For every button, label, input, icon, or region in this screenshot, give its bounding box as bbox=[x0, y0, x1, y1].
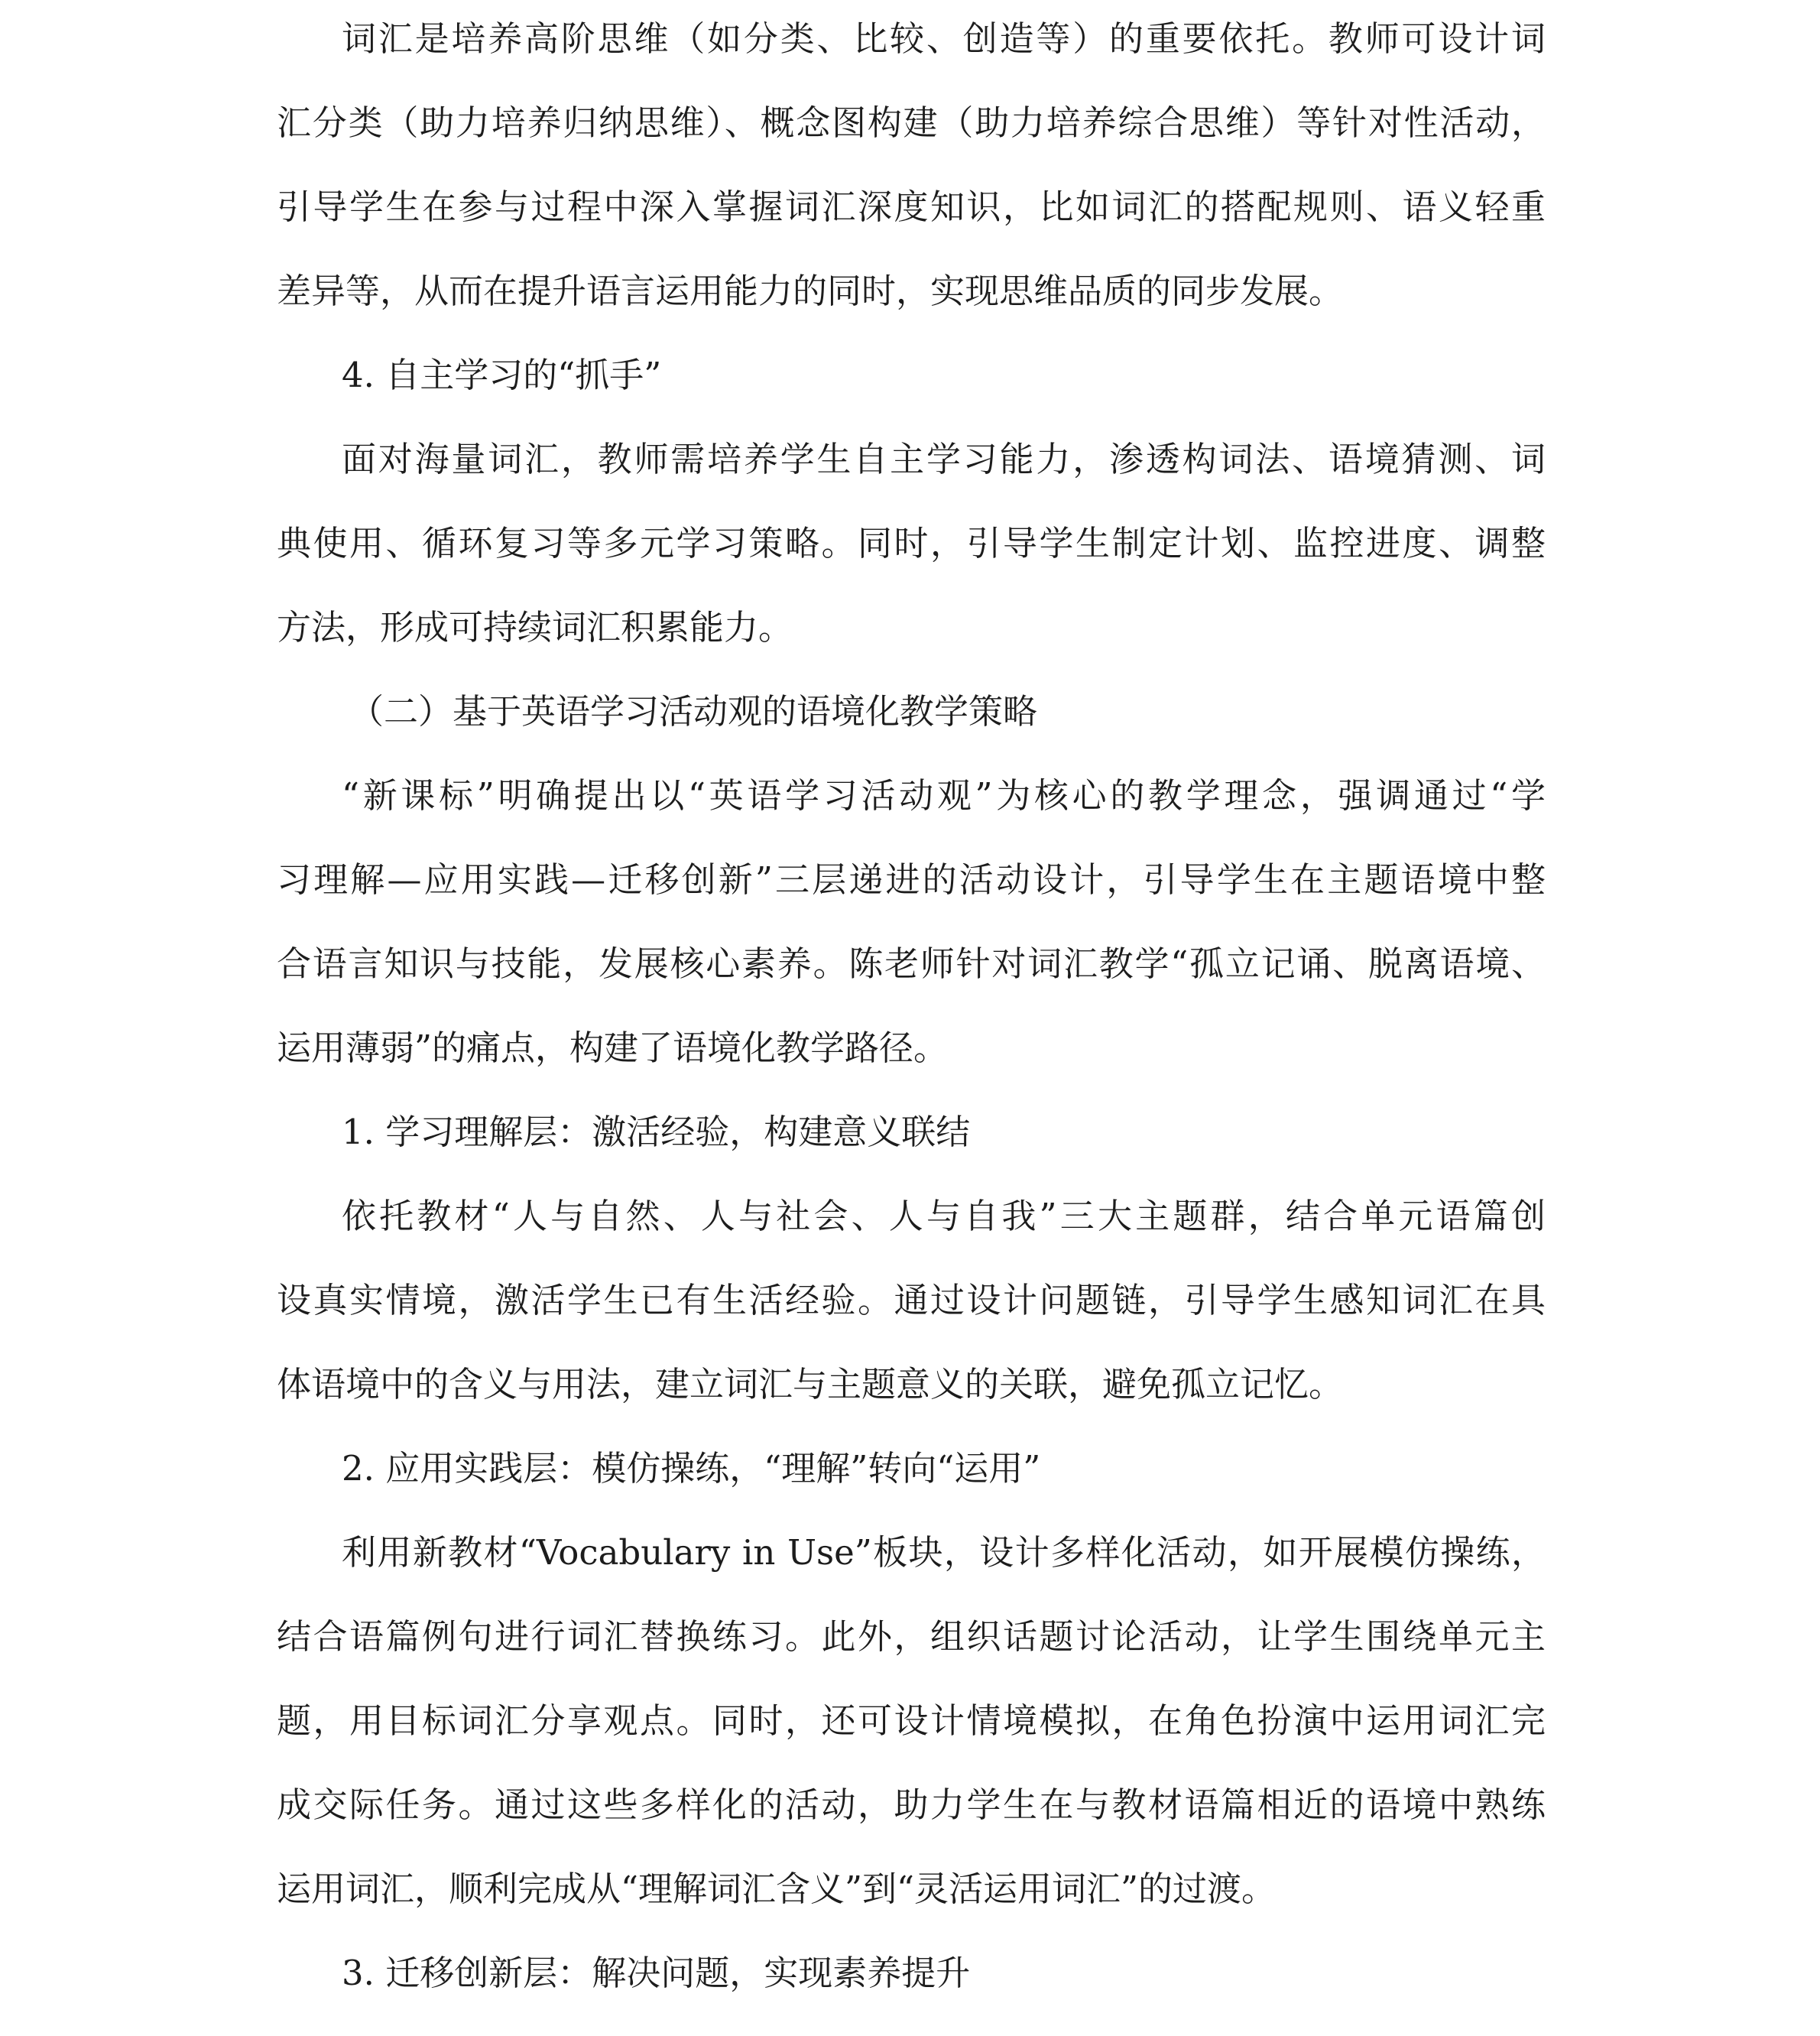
paragraph-line: 设真实情境，激活学生已有生活经验。通过设计问题链，引导学生感知词汇在具 bbox=[277, 1280, 1546, 1320]
section-heading: （二）基于英语学习活动观的语境化教学策略 bbox=[349, 691, 1038, 732]
paragraph-line: 词汇是培养高阶思维（如分类、比较、创造等）的重要依托。教师可设计词 bbox=[342, 18, 1546, 59]
subheading-4: 4. 自主学习的“抓手” bbox=[342, 355, 662, 395]
paragraph-line: 利用新教材“Vocabulary in Use”板块，设计多样化活动，如开展模仿操练， bbox=[342, 1532, 1546, 1573]
paragraph-line: 成交际任务。通过这些多样化的活动，助力学生在与教材语篇相近的语境中熟练 bbox=[277, 1784, 1546, 1825]
subheading-2: 2. 应用实践层：模仿操练，“理解”转向“运用” bbox=[342, 1448, 1041, 1489]
paragraph-line: 题，用目标词汇分享观点。同时，还可设计情境模拟，在角色扮演中运用词汇完 bbox=[277, 1700, 1546, 1741]
paragraph-line: 结合语篇例句进行词汇替换练习。此外，组织话题讨论活动，让学生围绕单元主 bbox=[277, 1616, 1546, 1657]
paragraph-line: 面对海量词汇，教师需培养学生自主学习能力，渗透构词法、语境猜测、词 bbox=[342, 439, 1546, 479]
paragraph-line: 方法，形成可持续词汇积累能力。 bbox=[277, 607, 793, 648]
paragraph-line: “新课标”明确提出以“英语学习活动观”为核心的教学理念，强调通过“学 bbox=[342, 775, 1546, 816]
subheading-1: 1. 学习理解层：激活经验，构建意义联结 bbox=[342, 1112, 971, 1152]
paragraph-line: 典使用、循环复习等多元学习策略。同时，引导学生制定计划、监控进度、调整 bbox=[277, 523, 1546, 563]
paragraph-line: 习理解—应用实践—迁移创新”三层递进的活动设计，引导学生在主题语境中整 bbox=[277, 859, 1546, 900]
paragraph-line: 合语言知识与技能，发展核心素养。陈老师针对词汇教学“孤立记诵、脱离语境、 bbox=[277, 943, 1546, 984]
paragraph-line: 引导学生在参与过程中深入掌握词汇深度知识，比如词汇的搭配规则、语义轻重 bbox=[277, 187, 1546, 227]
paragraph-line: 汇分类（助力培养归纳思维）、概念图构建（助力培养综合思维）等针对性活动， bbox=[277, 102, 1546, 143]
subheading-3: 3. 迁移创新层：解决问题，实现素养提升 bbox=[342, 1953, 971, 1993]
paragraph-line: 运用词汇，顺利完成从“理解词汇含义”到“灵活运用词汇”的过渡。 bbox=[277, 1869, 1277, 1909]
paragraph-line: 体语境中的含义与用法，建立词汇与主题意义的关联，避免孤立记忆。 bbox=[277, 1364, 1344, 1404]
paragraph-line: 差异等，从而在提升语言运用能力的同时，实现思维品质的同步发展。 bbox=[277, 271, 1344, 311]
paragraph-line: 运用薄弱”的痛点，构建了语境化教学路径。 bbox=[277, 1028, 949, 1068]
paragraph-line: 依托教材“人与自然、人与社会、人与自我”三大主题群，结合单元语篇创 bbox=[342, 1196, 1546, 1236]
